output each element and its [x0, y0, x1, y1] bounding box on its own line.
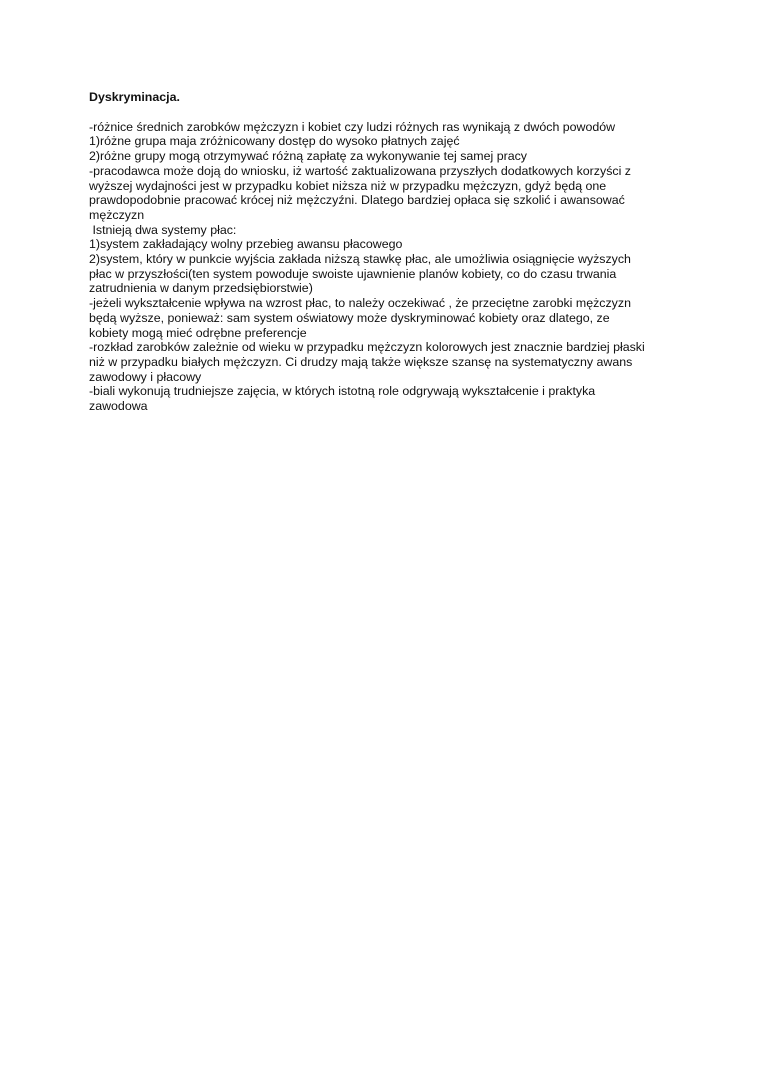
text-line: zatrudnienia w danym przedsiębiorstwie) — [89, 281, 313, 296]
text-line: -jeżeli wykształcenie wpływa na wzrost płac, to należy oczekiwać , że przeciętne zarobki mężczyzn — [89, 296, 631, 311]
blank-line — [89, 105, 689, 120]
text-line: 1)system zakładający wolny przebieg awansu płacowego — [89, 237, 403, 252]
text-line: -rozkład zarobków zależnie od wieku w przypadku mężczyzn kolorowych jest znacznie bardziej płaski — [89, 340, 645, 355]
text-line: niż w przypadku białych mężczyzn. Ci drudzy mają także większe szansę na systematyczny awans — [89, 354, 633, 369]
text-line: 2)różne grupy mogą otrzymywać różną zapłatę za wykonywanie tej samej pracy — [89, 149, 527, 164]
text-line: kobiety mogą mieć odrębne preferencje — [89, 325, 307, 340]
text-line: zawodowy i płacowy — [89, 369, 202, 384]
document-body — [89, 90, 689, 414]
text-line: 1)różne grupa maja zróżnicowany dostęp do wysoko płatnych zajęć — [89, 134, 460, 149]
text-line: -pracodawca może doją do wniosku, iż wartość zaktualizowana przyszłych dodatkowych korzyści z — [89, 163, 631, 178]
text-line: wyższej wydajności jest w przypadku kobiet niższa niż w przypadku mężczyzn, gdyż będą one — [89, 178, 607, 193]
text-line: Istnieją dwa systemy płac: — [89, 222, 237, 237]
text-line: 2)system, który w punkcie wyjścia zakłada niższą stawkę płac, ale umożliwia osiągnięcie wyższych — [89, 252, 631, 267]
text-line: -biali wykonują trudniejsze zajęcia, w których istotną role odgrywają wykształcenie i praktyka — [89, 384, 596, 399]
text-line: zawodowa — [89, 399, 148, 414]
text-line: prawdopodobnie pracować krócej niż mężczyźni. Dlatego bardziej opłaca się szkolić i awansować — [89, 193, 625, 208]
text-line: -różnice średnich zarobków mężczyzn i kobiet czy ludzi różnych ras wynikają z dwóch powodów — [89, 119, 616, 134]
document-title: Dyskryminacja. — [89, 90, 180, 104]
text-line: płac w przyszłości(ten system powoduje swoiste ujawnienie planów kobiety, co do czasu trwania — [89, 266, 617, 281]
text-line: mężczyzn — [89, 207, 145, 222]
text-line: będą wyższe, ponieważ: sam system oświatowy może dyskryminować kobiety oraz dlatego, ze — [89, 310, 610, 325]
